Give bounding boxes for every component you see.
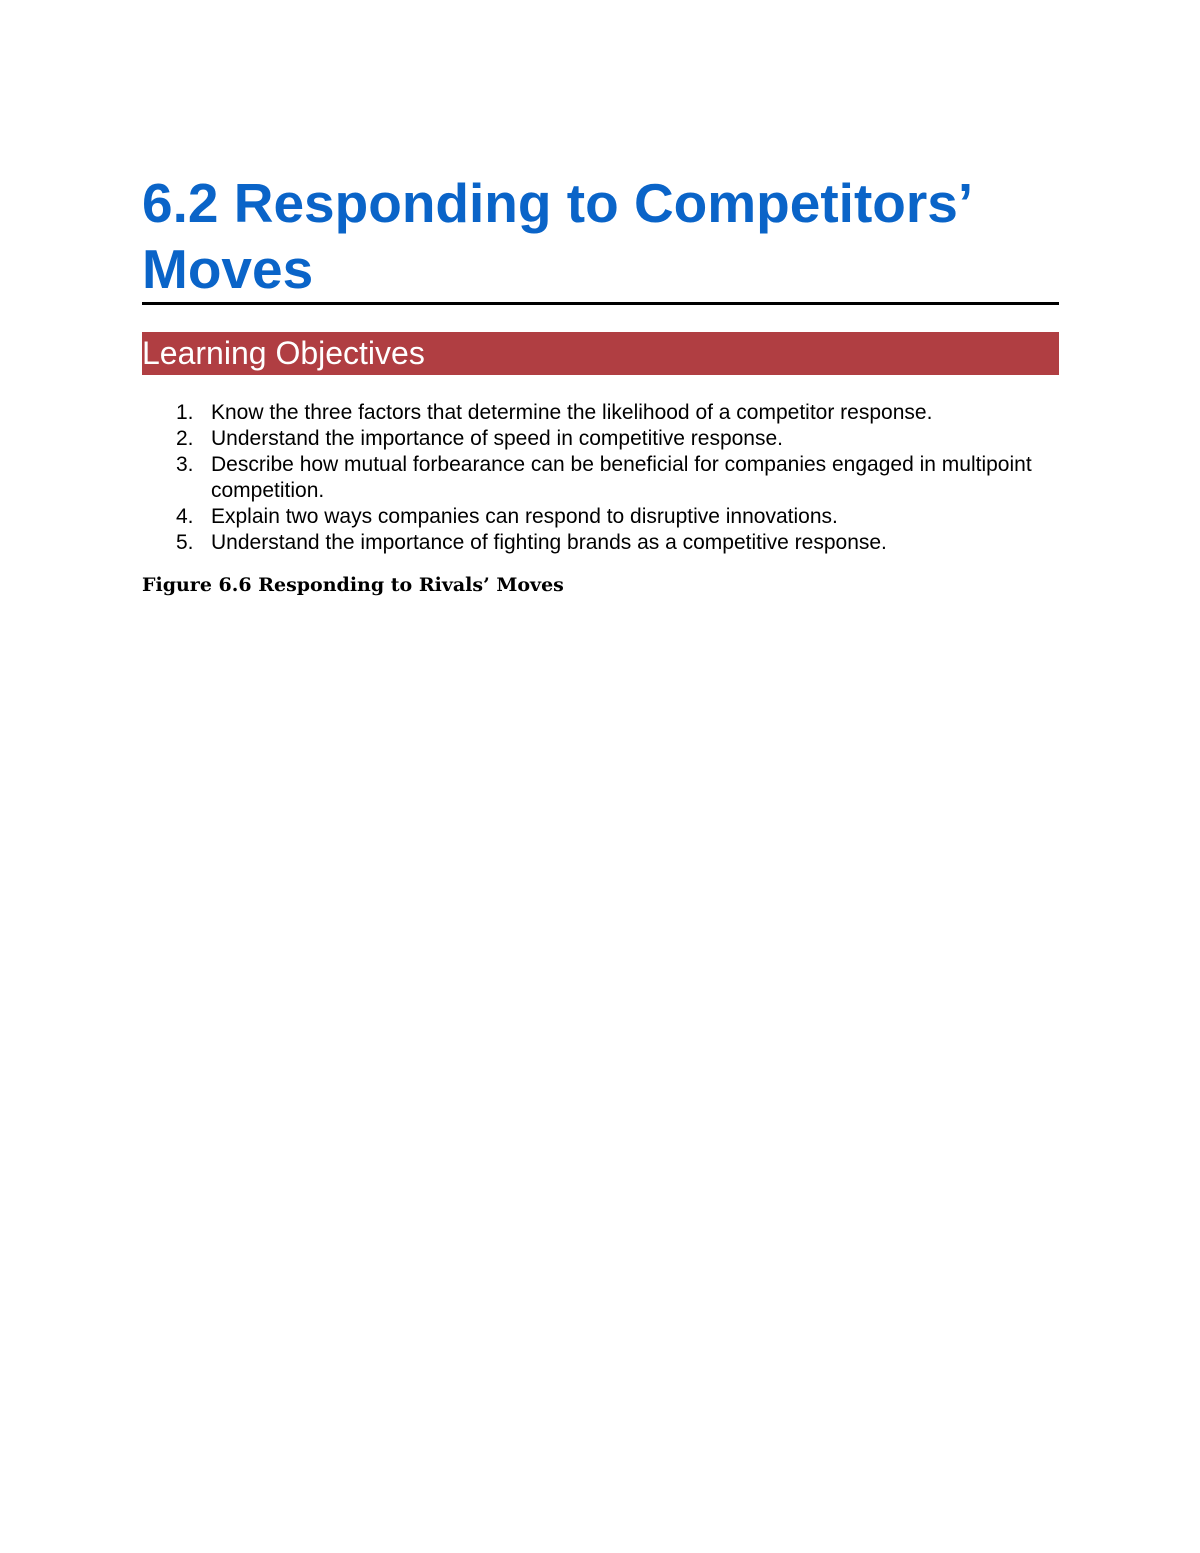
learning-objectives-list [142,400,1059,556]
objective-text: Understand the importance of speed in competitive response. [211,427,783,450]
objective-text: Describe how mutual forbearance can be beneficial for companies engaged in multipoint competition. [211,453,1032,502]
learning-objectives-heading: Learning Objectives [142,335,425,371]
objective-text: Know the three factors that determine the likelihood of a competitor response. [211,401,933,424]
objective-item [142,504,1059,530]
figure-caption: Figure 6.6 Responding to Rivals’ Moves [142,574,564,596]
objective-item [142,400,1059,426]
section-title-line-1: 6.2 Responding to Competitors’ [142,172,974,234]
objective-number: 5. [176,531,194,554]
objective-number: 4. [176,505,194,528]
objective-number: 3. [176,453,194,476]
objective-item [142,452,1059,504]
objective-text: Explain two ways companies can respond to disruptive innovations. [211,505,838,528]
objective-number: 1. [176,401,194,424]
title-underline-rule [142,302,1059,305]
objective-number: 2. [176,427,194,450]
section-title-line-2: Moves [142,238,314,300]
learning-objectives-banner [142,332,1059,375]
objective-item [142,426,1059,452]
objective-text: Understand the importance of fighting brands as a competitive response. [211,531,887,554]
objective-item [142,530,1059,556]
section-title [142,170,1059,302]
